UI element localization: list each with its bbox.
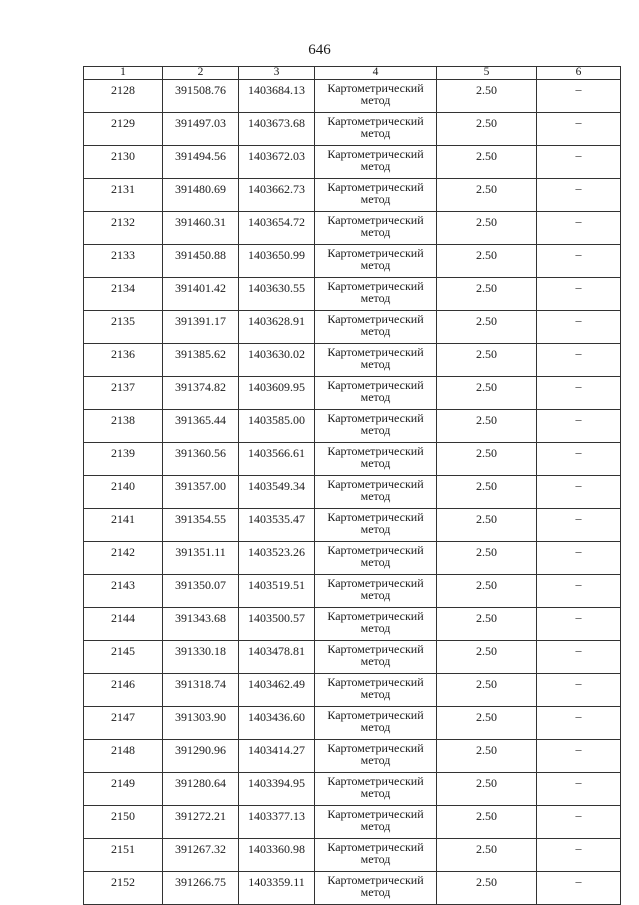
coordinate-y: 1403684.13 bbox=[239, 80, 315, 113]
point-number: 2131 bbox=[84, 179, 163, 212]
accuracy-cell: 2.50 bbox=[437, 245, 537, 278]
accuracy-cell: 2.50 bbox=[437, 575, 537, 608]
coordinate-x: 391480.69 bbox=[163, 179, 239, 212]
method-cell: Картометрический метод bbox=[315, 344, 437, 377]
point-number: 2152 bbox=[84, 872, 163, 905]
description-cell: – bbox=[537, 575, 621, 608]
column-header-4: 4 bbox=[315, 67, 437, 80]
coordinate-x: 391354.55 bbox=[163, 509, 239, 542]
point-number: 2128 bbox=[84, 80, 163, 113]
coordinate-x: 391266.75 bbox=[163, 872, 239, 905]
description-cell: – bbox=[537, 476, 621, 509]
description-cell: – bbox=[537, 542, 621, 575]
point-number: 2139 bbox=[84, 443, 163, 476]
point-number: 2138 bbox=[84, 410, 163, 443]
method-cell: Картометрический метод bbox=[315, 179, 437, 212]
coordinate-x: 391460.31 bbox=[163, 212, 239, 245]
coordinate-y: 1403360.98 bbox=[239, 839, 315, 872]
coordinate-y: 1403585.00 bbox=[239, 410, 315, 443]
point-number: 2142 bbox=[84, 542, 163, 575]
table-row bbox=[84, 740, 621, 773]
table-row bbox=[84, 839, 621, 872]
table-row bbox=[84, 773, 621, 806]
accuracy-cell: 2.50 bbox=[437, 311, 537, 344]
method-cell: Картометрический метод bbox=[315, 509, 437, 542]
accuracy-cell: 2.50 bbox=[437, 674, 537, 707]
table-row bbox=[84, 311, 621, 344]
point-number: 2130 bbox=[84, 146, 163, 179]
accuracy-cell: 2.50 bbox=[437, 410, 537, 443]
point-number: 2144 bbox=[84, 608, 163, 641]
table-row bbox=[84, 80, 621, 113]
column-header-5: 5 bbox=[437, 67, 537, 80]
table-row bbox=[84, 641, 621, 674]
coordinate-y: 1403478.81 bbox=[239, 641, 315, 674]
table-row bbox=[84, 806, 621, 839]
coordinate-x: 391267.32 bbox=[163, 839, 239, 872]
coordinate-x: 391497.03 bbox=[163, 113, 239, 146]
accuracy-cell: 2.50 bbox=[437, 509, 537, 542]
description-cell: – bbox=[537, 806, 621, 839]
point-number: 2133 bbox=[84, 245, 163, 278]
description-cell: – bbox=[537, 179, 621, 212]
coordinate-x: 391385.62 bbox=[163, 344, 239, 377]
method-cell: Картометрический метод bbox=[315, 740, 437, 773]
accuracy-cell: 2.50 bbox=[437, 212, 537, 245]
table-row bbox=[84, 212, 621, 245]
description-cell: – bbox=[537, 344, 621, 377]
table-row bbox=[84, 245, 621, 278]
method-cell: Картометрический метод bbox=[315, 410, 437, 443]
coordinate-x: 391280.64 bbox=[163, 773, 239, 806]
coordinate-x: 391508.76 bbox=[163, 80, 239, 113]
description-cell: – bbox=[537, 674, 621, 707]
coordinate-x: 391351.11 bbox=[163, 542, 239, 575]
method-cell: Картометрический метод bbox=[315, 278, 437, 311]
coordinate-y: 1403609.95 bbox=[239, 377, 315, 410]
coordinate-y: 1403673.68 bbox=[239, 113, 315, 146]
accuracy-cell: 2.50 bbox=[437, 608, 537, 641]
table-row bbox=[84, 113, 621, 146]
method-cell: Картометрический метод bbox=[315, 641, 437, 674]
table-row bbox=[84, 608, 621, 641]
coordinate-y: 1403566.61 bbox=[239, 443, 315, 476]
coordinate-x: 391350.07 bbox=[163, 575, 239, 608]
description-cell: – bbox=[537, 245, 621, 278]
method-cell: Картометрический метод bbox=[315, 839, 437, 872]
point-number: 2141 bbox=[84, 509, 163, 542]
point-number: 2135 bbox=[84, 311, 163, 344]
accuracy-cell: 2.50 bbox=[437, 80, 537, 113]
description-cell: – bbox=[537, 212, 621, 245]
description-cell: – bbox=[537, 311, 621, 344]
page-number: 646 bbox=[308, 42, 331, 58]
table-row bbox=[84, 707, 621, 740]
method-cell: Картометрический метод bbox=[315, 212, 437, 245]
coordinate-x: 391494.56 bbox=[163, 146, 239, 179]
accuracy-cell: 2.50 bbox=[437, 806, 537, 839]
coordinate-x: 391391.17 bbox=[163, 311, 239, 344]
coordinate-y: 1403462.49 bbox=[239, 674, 315, 707]
coordinate-x: 391290.96 bbox=[163, 740, 239, 773]
coordinate-y: 1403650.99 bbox=[239, 245, 315, 278]
table-row bbox=[84, 542, 621, 575]
description-cell: – bbox=[537, 641, 621, 674]
table-row bbox=[84, 179, 621, 212]
method-cell: Картометрический метод bbox=[315, 806, 437, 839]
column-header-3: 3 bbox=[239, 67, 315, 80]
table-row bbox=[84, 344, 621, 377]
table-row bbox=[84, 509, 621, 542]
table-row bbox=[84, 476, 621, 509]
description-cell: – bbox=[537, 872, 621, 905]
point-number: 2151 bbox=[84, 839, 163, 872]
description-cell: – bbox=[537, 80, 621, 113]
accuracy-cell: 2.50 bbox=[437, 740, 537, 773]
point-number: 2148 bbox=[84, 740, 163, 773]
description-cell: – bbox=[537, 707, 621, 740]
accuracy-cell: 2.50 bbox=[437, 872, 537, 905]
table-row bbox=[84, 872, 621, 905]
coordinate-y: 1403359.11 bbox=[239, 872, 315, 905]
column-header-2: 2 bbox=[163, 67, 239, 80]
coordinate-y: 1403436.60 bbox=[239, 707, 315, 740]
description-cell: – bbox=[537, 278, 621, 311]
table-row bbox=[84, 410, 621, 443]
point-number: 2134 bbox=[84, 278, 163, 311]
coordinate-y: 1403549.34 bbox=[239, 476, 315, 509]
accuracy-cell: 2.50 bbox=[437, 707, 537, 740]
coordinate-y: 1403654.72 bbox=[239, 212, 315, 245]
table-row bbox=[84, 377, 621, 410]
method-cell: Картометрический метод bbox=[315, 80, 437, 113]
point-number: 2137 bbox=[84, 377, 163, 410]
header-row bbox=[84, 67, 621, 80]
method-cell: Картометрический метод bbox=[315, 608, 437, 641]
description-cell: – bbox=[537, 740, 621, 773]
description-cell: – bbox=[537, 608, 621, 641]
table-row bbox=[84, 575, 621, 608]
coordinate-x: 391365.44 bbox=[163, 410, 239, 443]
description-cell: – bbox=[537, 839, 621, 872]
coordinate-y: 1403630.02 bbox=[239, 344, 315, 377]
coordinate-y: 1403662.73 bbox=[239, 179, 315, 212]
coordinate-x: 391357.00 bbox=[163, 476, 239, 509]
accuracy-cell: 2.50 bbox=[437, 773, 537, 806]
accuracy-cell: 2.50 bbox=[437, 476, 537, 509]
method-cell: Картометрический метод bbox=[315, 707, 437, 740]
accuracy-cell: 2.50 bbox=[437, 443, 537, 476]
point-number: 2147 bbox=[84, 707, 163, 740]
method-cell: Картометрический метод bbox=[315, 773, 437, 806]
table-row bbox=[84, 443, 621, 476]
coordinate-y: 1403523.26 bbox=[239, 542, 315, 575]
description-cell: – bbox=[537, 773, 621, 806]
accuracy-cell: 2.50 bbox=[437, 146, 537, 179]
method-cell: Картометрический метод bbox=[315, 872, 437, 905]
column-header-1: 1 bbox=[84, 67, 163, 80]
point-number: 2129 bbox=[84, 113, 163, 146]
coordinate-y: 1403377.13 bbox=[239, 806, 315, 839]
method-cell: Картометрический метод bbox=[315, 542, 437, 575]
accuracy-cell: 2.50 bbox=[437, 377, 537, 410]
accuracy-cell: 2.50 bbox=[437, 278, 537, 311]
method-cell: Картометрический метод bbox=[315, 476, 437, 509]
coordinate-y: 1403628.91 bbox=[239, 311, 315, 344]
coordinates-table bbox=[83, 66, 621, 905]
coordinate-y: 1403519.51 bbox=[239, 575, 315, 608]
method-cell: Картометрический метод bbox=[315, 245, 437, 278]
coordinate-x: 391330.18 bbox=[163, 641, 239, 674]
method-cell: Картометрический метод bbox=[315, 575, 437, 608]
coordinate-x: 391401.42 bbox=[163, 278, 239, 311]
table-row bbox=[84, 146, 621, 179]
description-cell: – bbox=[537, 509, 621, 542]
description-cell: – bbox=[537, 410, 621, 443]
description-cell: – bbox=[537, 377, 621, 410]
point-number: 2149 bbox=[84, 773, 163, 806]
coordinate-x: 391303.90 bbox=[163, 707, 239, 740]
accuracy-cell: 2.50 bbox=[437, 542, 537, 575]
method-cell: Картометрический метод bbox=[315, 674, 437, 707]
coordinate-x: 391374.82 bbox=[163, 377, 239, 410]
coordinate-x: 391272.21 bbox=[163, 806, 239, 839]
method-cell: Картометрический метод bbox=[315, 113, 437, 146]
coordinate-y: 1403672.03 bbox=[239, 146, 315, 179]
accuracy-cell: 2.50 bbox=[437, 641, 537, 674]
column-header-6: 6 bbox=[537, 67, 621, 80]
accuracy-cell: 2.50 bbox=[437, 179, 537, 212]
coordinate-y: 1403500.57 bbox=[239, 608, 315, 641]
accuracy-cell: 2.50 bbox=[437, 839, 537, 872]
method-cell: Картометрический метод bbox=[315, 377, 437, 410]
coordinate-x: 391343.68 bbox=[163, 608, 239, 641]
point-number: 2132 bbox=[84, 212, 163, 245]
method-cell: Картометрический метод bbox=[315, 146, 437, 179]
table-row bbox=[84, 278, 621, 311]
description-cell: – bbox=[537, 146, 621, 179]
coordinate-y: 1403414.27 bbox=[239, 740, 315, 773]
coordinate-x: 391360.56 bbox=[163, 443, 239, 476]
accuracy-cell: 2.50 bbox=[437, 113, 537, 146]
point-number: 2150 bbox=[84, 806, 163, 839]
point-number: 2146 bbox=[84, 674, 163, 707]
point-number: 2145 bbox=[84, 641, 163, 674]
accuracy-cell: 2.50 bbox=[437, 344, 537, 377]
method-cell: Картометрический метод bbox=[315, 311, 437, 344]
coordinate-y: 1403630.55 bbox=[239, 278, 315, 311]
coordinate-y: 1403535.47 bbox=[239, 509, 315, 542]
coordinate-x: 391318.74 bbox=[163, 674, 239, 707]
table-row bbox=[84, 674, 621, 707]
coordinate-y: 1403394.95 bbox=[239, 773, 315, 806]
point-number: 2136 bbox=[84, 344, 163, 377]
coordinate-x: 391450.88 bbox=[163, 245, 239, 278]
point-number: 2143 bbox=[84, 575, 163, 608]
description-cell: – bbox=[537, 443, 621, 476]
method-cell: Картометрический метод bbox=[315, 443, 437, 476]
description-cell: – bbox=[537, 113, 621, 146]
point-number: 2140 bbox=[84, 476, 163, 509]
